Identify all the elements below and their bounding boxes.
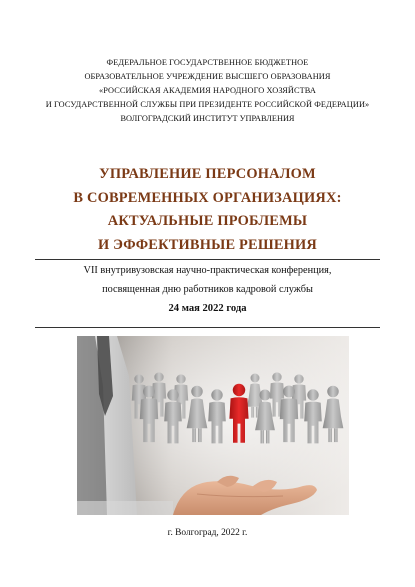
conference-description [20, 262, 395, 299]
place-and-year: г. Волгоград, 2022 г. [167, 528, 248, 538]
people-on-hand-illustration [77, 336, 349, 515]
institution-line: ФЕДЕРАЛЬНОЕ ГОСУДАРСТВЕННОЕ БЮДЖЕТНОЕ [106, 58, 309, 67]
institution-line: ОБРАЗОВАТЕЛЬНОЕ УЧРЕЖДЕНИЕ ВЫСШЕГО ОБРАЗОВАНИЯ [84, 72, 331, 81]
institution-line: «РОССИЙСКАЯ АКАДЕМИЯ НАРОДНОГО ХОЗЯЙСТВА [98, 86, 316, 95]
cover-illustration [77, 336, 349, 515]
conference-date: 24 мая 2022 года [168, 303, 247, 314]
document-title [20, 163, 395, 257]
institute-name: ВОЛГОГРАДСКИЙ ИНСТИТУТ УПРАВЛЕНИЯ [120, 114, 295, 123]
institution-name [20, 56, 395, 112]
conference-line: VII внутривузовская научно-практическая конференция, [83, 265, 332, 276]
divider-bottom [35, 327, 380, 328]
divider-top [35, 259, 380, 260]
conference-line: посвященная дню работников кадровой службы [102, 283, 313, 295]
title-line: АКТУАЛЬНЫЕ ПРОБЛЕМЫ [107, 213, 308, 229]
title-line: В СОВРЕМЕННЫХ ОРГАНИЗАЦИЯХ: [73, 189, 342, 206]
institution-line: И ГОСУДАРСТВЕННОЙ СЛУЖБЫ ПРИ ПРЕЗИДЕНТЕ РОССИЙСКОЙ ФЕДЕРАЦИИ» [45, 100, 370, 109]
title-line: УПРАВЛЕНИЕ ПЕРСОНАЛОМ [99, 166, 316, 182]
title-line: И ЭФФЕКТИВНЫЕ РЕШЕНИЯ [97, 236, 318, 253]
